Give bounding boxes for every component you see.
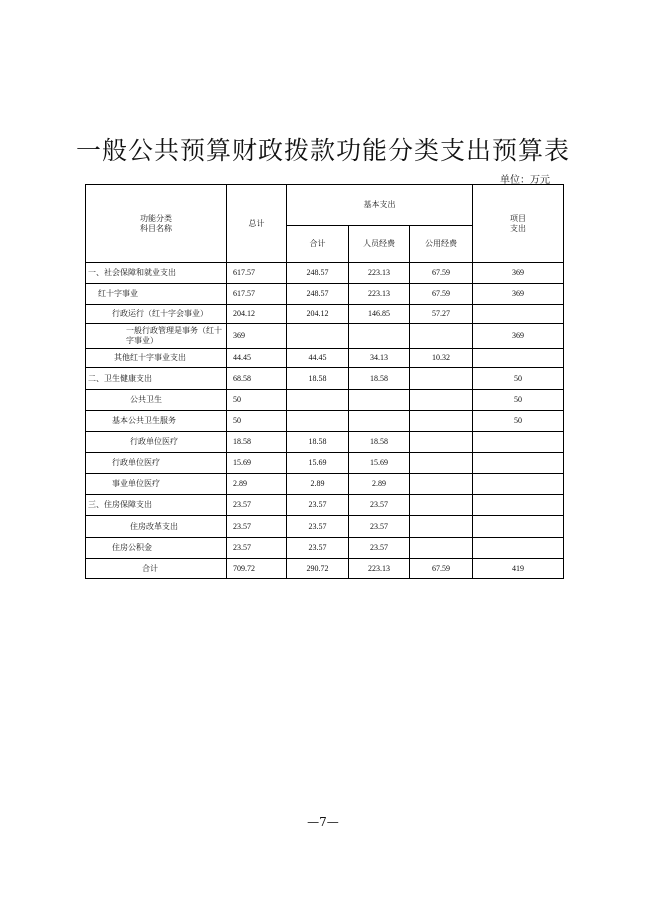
row-personnel <box>349 324 410 349</box>
row-personnel: 34.13 <box>349 349 410 368</box>
row-personnel: 223.13 <box>349 559 410 579</box>
row-total: 204.12 <box>227 305 287 324</box>
table-row <box>86 390 564 411</box>
row-total: 617.57 <box>227 263 287 284</box>
row-personnel: 2.89 <box>349 474 410 495</box>
row-total: 50 <box>227 411 287 432</box>
header-subject-line2: 科目名称 <box>140 223 172 233</box>
row-public <box>410 538 473 559</box>
row-project: 369 <box>473 263 564 284</box>
row-project: 50 <box>473 390 564 411</box>
row-personnel: 23.57 <box>349 495 410 516</box>
row-name: 公共卫生 <box>86 390 227 411</box>
row-basic-sum: 290.72 <box>287 559 349 579</box>
row-basic-sum <box>287 324 349 349</box>
row-name: 一、社会保障和就业支出 <box>86 263 227 284</box>
row-personnel: 223.13 <box>349 284 410 305</box>
row-public <box>410 411 473 432</box>
row-personnel: 23.57 <box>349 516 410 538</box>
row-personnel <box>349 390 410 411</box>
row-basic-sum: 204.12 <box>287 305 349 324</box>
row-total: 18.58 <box>227 432 287 453</box>
row-name: 行政单位医疗 <box>86 453 227 474</box>
row-total: 369 <box>227 324 287 349</box>
row-personnel <box>349 411 410 432</box>
page-title: 一般公共预算财政拨款功能分类支出预算表 <box>75 136 570 165</box>
header-project <box>473 185 564 263</box>
row-name: 事业单位医疗 <box>86 474 227 495</box>
row-basic-sum: 23.57 <box>287 538 349 559</box>
page-number: —7— <box>307 815 339 829</box>
table-row <box>86 368 564 390</box>
row-total: 44.45 <box>227 349 287 368</box>
table-row <box>86 324 564 349</box>
row-project: 419 <box>473 559 564 579</box>
header-total: 总计 <box>227 185 287 263</box>
row-name: 一般行政管理是事务（红十字事业） <box>86 324 227 349</box>
table-row <box>86 284 564 305</box>
row-public: 67.59 <box>410 263 473 284</box>
row-personnel: 18.58 <box>349 368 410 390</box>
row-name: 合计 <box>86 559 227 579</box>
table-row <box>86 349 564 368</box>
row-public <box>410 390 473 411</box>
row-project <box>473 538 564 559</box>
row-basic-sum: 18.58 <box>287 368 349 390</box>
row-total: 50 <box>227 390 287 411</box>
row-name: 行政运行（红十字会事业） <box>86 305 227 324</box>
header-public: 公用经费 <box>410 226 473 263</box>
table-row <box>86 305 564 324</box>
row-public <box>410 368 473 390</box>
row-name: 三、住房保障支出 <box>86 495 227 516</box>
row-total: 2.89 <box>227 474 287 495</box>
table-header-row <box>86 185 564 226</box>
row-public <box>410 453 473 474</box>
row-total: 68.58 <box>227 368 287 390</box>
table-row <box>86 516 564 538</box>
row-project: 369 <box>473 324 564 349</box>
row-total: 709.72 <box>227 559 287 579</box>
table-row <box>86 538 564 559</box>
row-project <box>473 432 564 453</box>
table-row <box>86 474 564 495</box>
row-basic-sum: 23.57 <box>287 495 349 516</box>
row-project <box>473 474 564 495</box>
header-basic: 基本支出 <box>287 185 473 226</box>
row-total: 23.57 <box>227 516 287 538</box>
header-basic-sum: 合计 <box>287 226 349 263</box>
row-name: 红十字事业 <box>86 284 227 305</box>
row-personnel: 23.57 <box>349 538 410 559</box>
row-project: 50 <box>473 368 564 390</box>
total-row <box>86 559 564 579</box>
row-project <box>473 453 564 474</box>
row-project <box>473 495 564 516</box>
table-row <box>86 432 564 453</box>
row-personnel: 18.58 <box>349 432 410 453</box>
header-personnel: 人员经费 <box>349 226 410 263</box>
row-total: 15.69 <box>227 453 287 474</box>
header-project-line1: 项目 <box>510 213 527 223</box>
row-name: 二、卫生健康支出 <box>86 368 227 390</box>
row-basic-sum: 2.89 <box>287 474 349 495</box>
row-public: 10.32 <box>410 349 473 368</box>
row-total: 23.57 <box>227 538 287 559</box>
row-public: 57.27 <box>410 305 473 324</box>
unit-label: 单位：万元 <box>500 175 550 186</box>
row-project <box>473 516 564 538</box>
table-row <box>86 453 564 474</box>
row-public: 67.59 <box>410 284 473 305</box>
row-name: 住房改革支出 <box>86 516 227 538</box>
row-personnel: 223.13 <box>349 263 410 284</box>
row-project <box>473 349 564 368</box>
row-basic-sum: 248.57 <box>287 263 349 284</box>
row-name: 基本公共卫生服务 <box>86 411 227 432</box>
row-basic-sum <box>287 390 349 411</box>
row-name: 其他红十字事业支出 <box>86 349 227 368</box>
row-personnel: 146.85 <box>349 305 410 324</box>
budget-table <box>85 184 564 579</box>
row-public <box>410 432 473 453</box>
row-public <box>410 495 473 516</box>
row-project: 369 <box>473 284 564 305</box>
row-public: 67.59 <box>410 559 473 579</box>
row-name: 行政单位医疗 <box>86 432 227 453</box>
header-subject-line1: 功能分类 <box>140 213 172 223</box>
row-personnel: 15.69 <box>349 453 410 474</box>
row-public <box>410 516 473 538</box>
header-project-line2: 支出 <box>510 223 527 233</box>
row-project: 50 <box>473 411 564 432</box>
header-subject <box>86 185 227 263</box>
row-name: 住房公积金 <box>86 538 227 559</box>
table-row <box>86 263 564 284</box>
table-row <box>86 495 564 516</box>
row-basic-sum <box>287 411 349 432</box>
row-basic-sum: 15.69 <box>287 453 349 474</box>
row-total: 23.57 <box>227 495 287 516</box>
row-basic-sum: 248.57 <box>287 284 349 305</box>
row-basic-sum: 44.45 <box>287 349 349 368</box>
row-total: 617.57 <box>227 284 287 305</box>
row-basic-sum: 23.57 <box>287 516 349 538</box>
row-public <box>410 324 473 349</box>
row-public <box>410 474 473 495</box>
row-project <box>473 305 564 324</box>
row-basic-sum: 18.58 <box>287 432 349 453</box>
table-row <box>86 411 564 432</box>
